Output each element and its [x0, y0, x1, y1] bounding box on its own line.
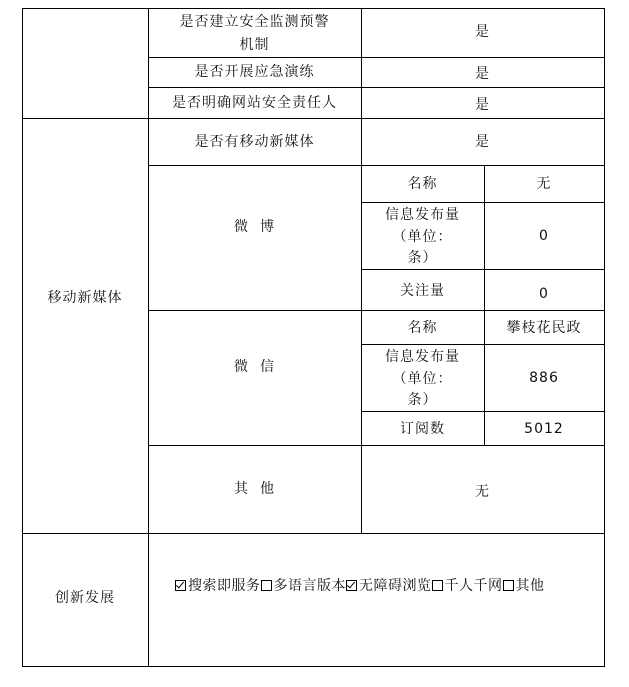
weibo-posts-label-line3: 条）	[407, 250, 438, 266]
option-search-service[interactable]	[175, 578, 261, 594]
other-label: 其 他	[234, 481, 275, 497]
option-label: 无障碍浏览	[359, 578, 432, 594]
weibo-followers-label: 关注量	[400, 283, 445, 299]
option-multilingual[interactable]	[261, 578, 347, 594]
weibo-name-value: 无	[536, 176, 552, 192]
checkbox-icon[interactable]	[432, 580, 443, 591]
option-personalized[interactable]	[432, 578, 503, 594]
checkbox-icon[interactable]	[175, 580, 186, 591]
responsible-person-label: 是否明确网站安全责任人	[172, 95, 337, 111]
wechat-name-label: 名称	[407, 320, 438, 336]
weibo-posts-label-line2: （单位：	[392, 229, 453, 245]
wechat-subscribers-value: 5012	[524, 421, 564, 437]
weibo-followers-value: 0	[539, 286, 549, 302]
early-warning-label-line2: 机制	[239, 37, 270, 53]
emergency-drill-value: 是	[475, 66, 490, 82]
mobile-media-section-label: 移动新媒体	[47, 290, 123, 306]
wechat-name-value: 攀枝花民政	[506, 320, 582, 336]
option-label: 其他	[515, 578, 545, 594]
weibo-label: 微 博	[234, 219, 275, 235]
option-label: 千人千网	[444, 578, 503, 594]
checkbox-icon[interactable]	[346, 580, 357, 591]
wechat-subscribers-label: 订阅数	[400, 421, 445, 437]
wechat-posts-label-line1: 信息发布量	[385, 349, 460, 365]
checkbox-icon[interactable]	[261, 580, 272, 591]
has-mobile-label: 是否有移动新媒体	[194, 134, 315, 150]
wechat-posts-label-line3: 条）	[407, 392, 438, 408]
early-warning-label-line1: 是否建立安全监测预警	[179, 14, 330, 30]
option-other[interactable]	[503, 578, 545, 594]
other-value: 无	[475, 484, 490, 500]
wechat-label: 微 信	[234, 359, 275, 375]
has-mobile-value: 是	[475, 134, 490, 150]
innovation-options	[175, 576, 605, 596]
wechat-posts-value: 886	[529, 370, 559, 386]
weibo-name-label: 名称	[407, 176, 438, 192]
weibo-posts-value: 0	[539, 228, 549, 244]
option-accessibility[interactable]	[346, 578, 432, 594]
early-warning-value: 是	[475, 24, 490, 40]
option-label: 搜索即服务	[188, 578, 261, 594]
weibo-posts-label-line1: 信息发布量	[385, 207, 460, 223]
checkbox-icon[interactable]	[503, 580, 514, 591]
emergency-drill-label: 是否开展应急演练	[194, 64, 315, 80]
responsible-person-value: 是	[475, 97, 490, 113]
wechat-posts-label-line2: （单位：	[392, 371, 453, 387]
option-label: 多语言版本	[273, 578, 346, 594]
innovation-section-label: 创新发展	[55, 590, 115, 606]
